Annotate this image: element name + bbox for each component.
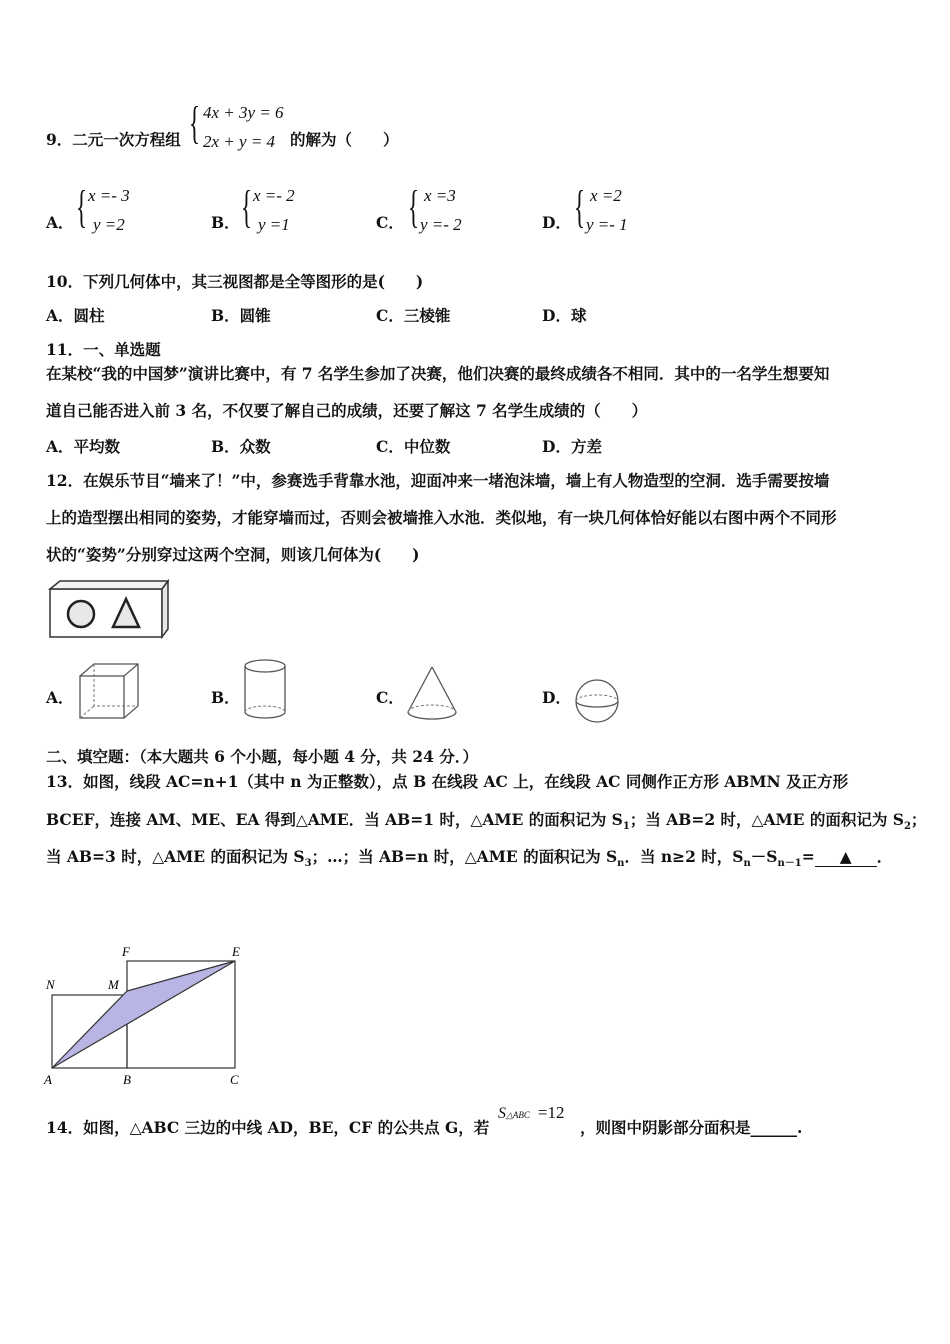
q12-option-d-label: D． <box>542 688 571 707</box>
q14-formula: S△ABC =12 <box>498 1103 565 1122</box>
q13-line3: 当 AB=3 时，△AME 的面积记为 $S_3$；…；当 AB=n 时，△AME 的面积记为 $S_n$．当 n≥2 时，$S_n-S_{n-1}=$ ▲ ． <box>46 847 893 870</box>
label-c: C <box>230 1072 239 1087</box>
q9-suffix: 的解为（ ） <box>290 130 399 149</box>
q13-line2: BCEF，连接 AM、ME、EA 得到△AME．当 AB=1 时，△AME 的面积记为 $S_1$；当 AB=2 时，△AME 的面积记为 $S_2$； <box>46 810 927 833</box>
q9-option-b-line2: y =1 <box>258 215 290 234</box>
q11-header: 11．一、单选题 <box>46 340 161 359</box>
cone-icon <box>404 664 460 724</box>
q13-answer-blank[interactable] <box>815 847 877 867</box>
label-f: F <box>122 944 130 959</box>
cube-icon <box>78 662 140 720</box>
q9-option-b-brace: { <box>241 181 253 232</box>
sphere-icon <box>572 678 622 724</box>
q9-option-d-line2: y =- 1 <box>586 215 628 234</box>
q12-line3: 状的“姿势”分别穿过这两个空洞，则该几何体为( ) <box>46 545 420 564</box>
label-e: E <box>232 944 240 959</box>
q10-stem: 10．下列几何体中，其三视图都是全等图形的是( ) <box>46 272 424 291</box>
q9-option-b-line1: x =- 2 <box>253 186 295 205</box>
section2-heading: 二、填空题：（本大题共 6 个小题，每小题 4 分，共 24 分．） <box>46 747 479 766</box>
q10-option-d[interactable]: D．球 <box>542 306 587 325</box>
q11-line1: 在某校“我的中国梦”演讲比赛中，有 7 名学生参加了决赛，他们决赛的最终成绩各不相同．其中的一名学生想要知 <box>46 364 830 383</box>
q9-option-d-brace: { <box>574 181 586 232</box>
q9-option-c-label: C． <box>376 213 404 232</box>
q9-eq1: 4x + 3y = 6 <box>203 103 284 122</box>
label-n: N <box>46 977 55 992</box>
q9-option-d-line1: x =2 <box>590 186 622 205</box>
label-b: B <box>123 1072 131 1087</box>
q11-option-b[interactable]: B．众数 <box>211 437 271 456</box>
q9-option-c-line2: y =- 2 <box>420 215 462 234</box>
q9-option-b-label: B． <box>211 213 240 232</box>
q9-option-d-label: D． <box>542 213 571 232</box>
q9-option-a-line2: y =2 <box>93 215 125 234</box>
q12-line1: 12．在娱乐节目“墙来了！”中，参赛选手背靠水池，迎面冲来一堵泡沫墙，墙上有人物造型的空洞．选手需要按墙 <box>46 471 830 490</box>
q10-option-c[interactable]: C．三棱锥 <box>376 306 451 325</box>
q12-option-a-label: A． <box>46 688 74 707</box>
label-a: A <box>44 1072 52 1087</box>
q10-option-b[interactable]: B．圆锥 <box>211 306 271 325</box>
label-m: M <box>108 977 119 992</box>
q11-option-c[interactable]: C．中位数 <box>376 437 451 456</box>
q12-option-b-label: B． <box>211 688 240 707</box>
q10-option-a[interactable]: A．圆柱 <box>46 306 105 325</box>
q12-option-c-label: C． <box>376 688 404 707</box>
q12-line2: 上的造型摆出相同的姿势，才能穿墙而过，否则会被墙推入水池．类似地，有一块几何体恰好能以右图中两个不同形 <box>46 508 837 527</box>
wall-circle-hole <box>68 601 94 627</box>
q9-option-c-brace: { <box>408 181 420 232</box>
q14-prefix: 14．如图，△ABC 三边的中线 AD，BE，CF 的公共点 G，若 <box>46 1118 490 1137</box>
q13-figure <box>40 940 260 1090</box>
q9-option-a-brace: { <box>76 181 88 232</box>
q11-option-a[interactable]: A．平均数 <box>46 437 121 456</box>
q9-option-a-label: A． <box>46 213 74 232</box>
triangle-ame <box>52 961 235 1068</box>
q9-option-a-line1: x =- 3 <box>88 186 130 205</box>
q9-brace: { <box>189 97 201 148</box>
wall-figure <box>46 577 166 643</box>
q9-option-c-line1: x =3 <box>424 186 456 205</box>
q9-prefix: 9．二元一次方程组 <box>46 130 181 149</box>
triangle-marker-icon: ▲ <box>839 847 852 866</box>
q9-eq2: 2x + y = 4 <box>203 132 276 151</box>
q14-suffix: ，则图中阴影部分面积是______. <box>580 1118 803 1137</box>
q13-line1: 13．如图，线段 AC=n+1（其中 n 为正整数），点 B 在线段 AC 上，在线段 AC 同侧作正方形 ABMN 及正方形 <box>46 772 849 791</box>
q11-line2: 道自己能否进入前 3 名，不仅要了解自己的成绩，还要了解这 7 名学生成绩的（ ） <box>46 401 648 420</box>
q11-option-d[interactable]: D．方差 <box>542 437 602 456</box>
cylinder-icon <box>242 658 288 722</box>
